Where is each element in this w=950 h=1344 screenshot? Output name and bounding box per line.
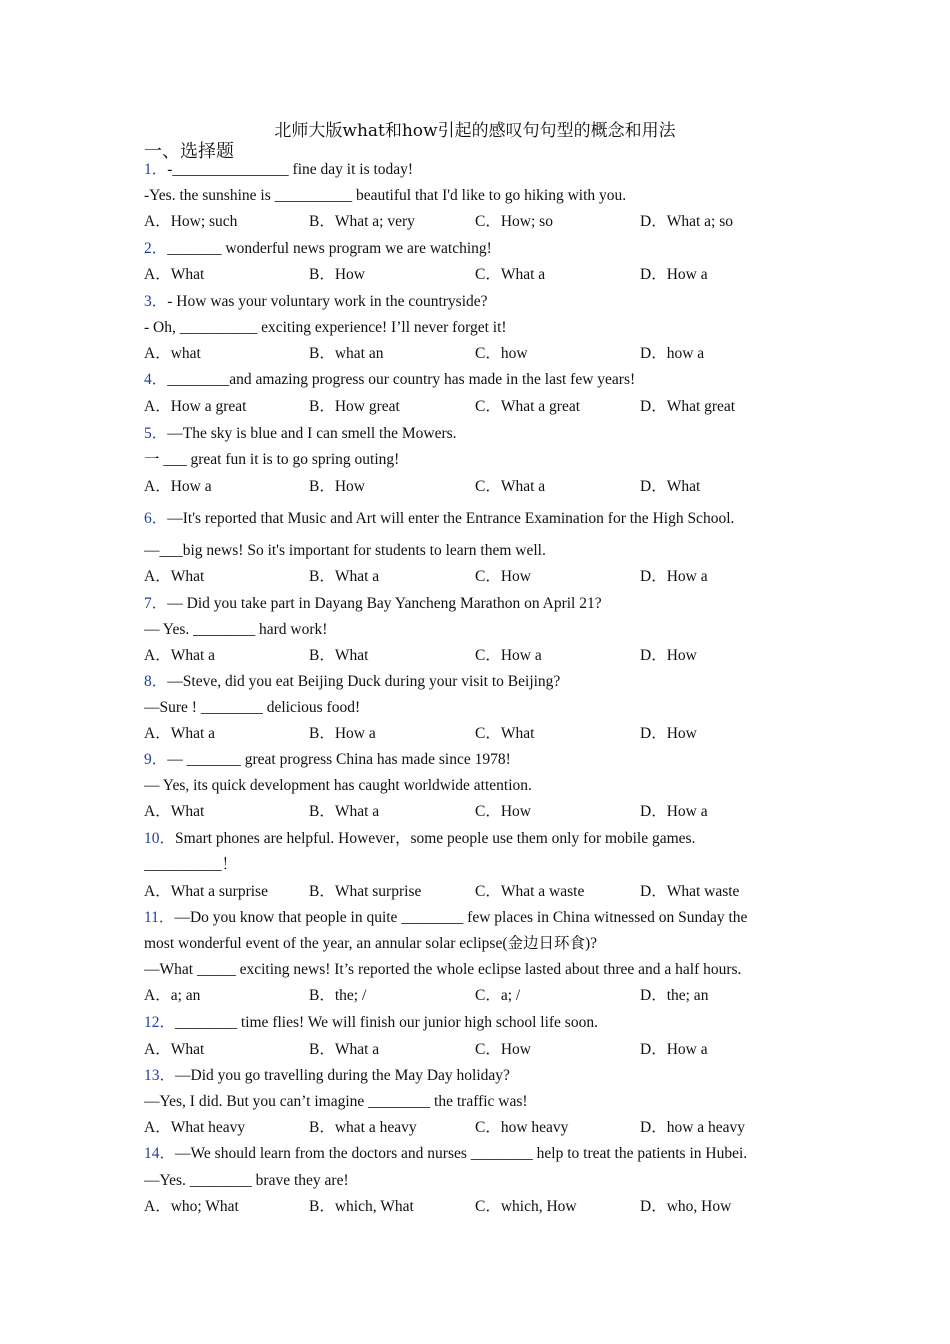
question-stem [144,750,814,770]
question-stem [144,509,814,529]
question-number: 5． [144,425,168,442]
question-stem [144,160,814,180]
question-text: — _______ great progress China has made since 1978! [167,751,511,768]
answer-option: C．What a great [475,398,581,415]
answer-option: D．How [640,647,697,664]
answer-option: B．What a [309,1041,380,1058]
question-text: —Did you go travelling during the May Day holiday? [175,1067,510,1084]
question-number: 9． [144,751,168,768]
question-text: Smart phones are helpful. However，some people use them only for mobile games. [175,830,696,847]
question-line [144,698,814,718]
answer-option: B．what a heavy [309,1119,417,1136]
answer-option: A．How a great [144,398,247,415]
question-text: — Did you take part in Dayang Bay Yancheng Marathon on April 21? [167,595,602,612]
question-line [144,855,814,875]
answer-option: C．a; / [475,987,521,1004]
answer-option: B．How great [309,398,400,415]
answer-option: B．which, What [309,1198,414,1215]
answer-option: D．How a [640,568,708,585]
question-text: _______ wonderful news program we are watching! [167,240,492,257]
question-stem [144,292,814,312]
answer-option: B．How [309,266,365,283]
question-stem [144,672,814,692]
answer-option: C．What a waste [475,883,585,900]
question-text: - How was your voluntary work in the countryside? [167,293,488,310]
answer-option: A．What [144,568,205,585]
answer-option: D．What [640,478,701,495]
answer-option: C．What a [475,266,546,283]
answer-option: A．What [144,266,205,283]
question-stem [144,1066,814,1086]
answer-option: D．What waste [640,883,740,900]
question-text: ________and amazing progress our country has made in the last few years! [167,371,636,388]
question-text: —We should learn from the doctors and nurses ________ help to treat the patients in Hubei. [175,1145,748,1162]
question-text: —___big news! So it's important for students to learn them well. [144,542,546,559]
answer-option: D．how a heavy [640,1119,746,1136]
question-stem [144,370,814,390]
question-stem [144,1144,814,1164]
answer-option: D．How a [640,1041,708,1058]
answer-option: A．What a [144,647,216,664]
answer-option: D．the; an [640,987,709,1004]
question-text: —The sky is blue and I can smell the Mowers. [167,425,457,442]
answer-option: C．How; so [475,213,553,230]
question-number: 1． [144,161,168,178]
question-text: __________！ [144,856,238,873]
question-text: —Steve, did you eat Beijing Duck during your visit to Beijing? [167,673,561,690]
answer-option: B．How [309,478,365,495]
question-number: 14． [144,1145,176,1162]
question-text: —Yes. ________ brave they are! [144,1172,349,1189]
answer-option: B．How a [309,725,376,742]
answer-option: A．who; What [144,1198,239,1215]
answer-option: C．How [475,568,531,585]
answer-option: C．What a [475,478,546,495]
question-text: —It's reported that Music and Art will enter the Entrance Examination for the High School. [167,510,735,527]
answer-option: A．What [144,803,205,820]
question-text: ________ time flies! We will finish our junior high school life soon. [175,1014,598,1031]
question-stem [144,829,814,849]
answer-option: A．a; an [144,987,201,1004]
answer-option: C．How a [475,647,542,664]
question-number: 11． [144,909,175,926]
question-text: —Sure ! ________ delicious food! [144,699,361,716]
answer-option: A．what [144,345,201,362]
answer-option: C．which, How [475,1198,577,1215]
answer-option: A．What a surprise [144,883,268,900]
answer-option: C．What [475,725,535,742]
question-number: 8． [144,673,168,690]
question-stem [144,1013,814,1033]
answer-option: B．What surprise [309,883,422,900]
question-number: 13． [144,1067,176,1084]
question-number: 4． [144,371,168,388]
question-text: most wonderful event of the year, an annular solar eclipse(金边日环食)? [144,935,598,952]
answer-option: D．How a [640,803,708,820]
question-number: 12． [144,1014,176,1031]
question-number: 3． [144,293,168,310]
question-number: 10． [144,830,176,847]
answer-option: D．who, How [640,1198,732,1215]
answer-option: A．What a [144,725,216,742]
question-stem [144,594,814,614]
question-line [144,450,814,470]
page-title: 北师大版what和how引起的感叹句句型的概念和用法 [274,121,676,141]
question-text: -_______________ fine day it is today! [167,161,414,178]
answer-option: B．What a [309,803,380,820]
question-stem [144,908,814,928]
answer-option: D．What a; so [640,213,733,230]
answer-option: A．How a [144,478,212,495]
answer-option: B．What a [309,568,380,585]
question-line [144,960,814,980]
question-number: 6． [144,510,168,527]
answer-option: B．what an [309,345,384,362]
question-text: — Yes, its quick development has caught worldwide attention. [144,777,532,794]
answer-option: C．How [475,803,531,820]
question-stem [144,424,814,444]
question-line [144,1092,814,1112]
question-line [144,541,814,561]
answer-option: C．how heavy [475,1119,569,1136]
question-line [144,1171,814,1191]
question-text: — Yes. ________ hard work! [144,621,328,638]
question-text: —What _____ exciting news! It’s reported the whole eclipse lasted about three and a half hours. [144,961,742,978]
question-number: 7． [144,595,168,612]
question-stem [144,239,814,259]
question-line [144,620,814,640]
answer-option: B．What [309,647,369,664]
answer-option: C．How [475,1041,531,1058]
question-text: —Yes, I did. But you can’t imagine ________ the traffic was! [144,1093,528,1110]
answer-option: A．How; such [144,213,238,230]
question-line [144,776,814,796]
answer-option: A．What heavy [144,1119,246,1136]
answer-option: B．What a; very [309,213,415,230]
answer-option: C．how [475,345,528,362]
answer-option: D．How a [640,266,708,283]
answer-option: D．how a [640,345,705,362]
answer-option: D．What great [640,398,736,415]
answer-option: A．What [144,1041,205,1058]
question-number: 2． [144,240,168,257]
question-text: 一 ___ great fun it is to go spring outing! [144,451,400,468]
question-text: - Oh, __________ exciting experience! I’ll never forget it! [144,319,507,336]
question-line [144,318,814,338]
question-line [144,186,814,206]
question-line [144,934,814,954]
question-text: —Do you know that people in quite ________ few places in China witnessed on Sunday the [174,909,748,926]
section-heading: 一、选择题 [144,141,234,162]
question-text: -Yes. the sunshine is __________ beautiful that I'd like to go hiking with you. [144,187,627,204]
answer-option: D．How [640,725,697,742]
answer-option: B．the; / [309,987,367,1004]
